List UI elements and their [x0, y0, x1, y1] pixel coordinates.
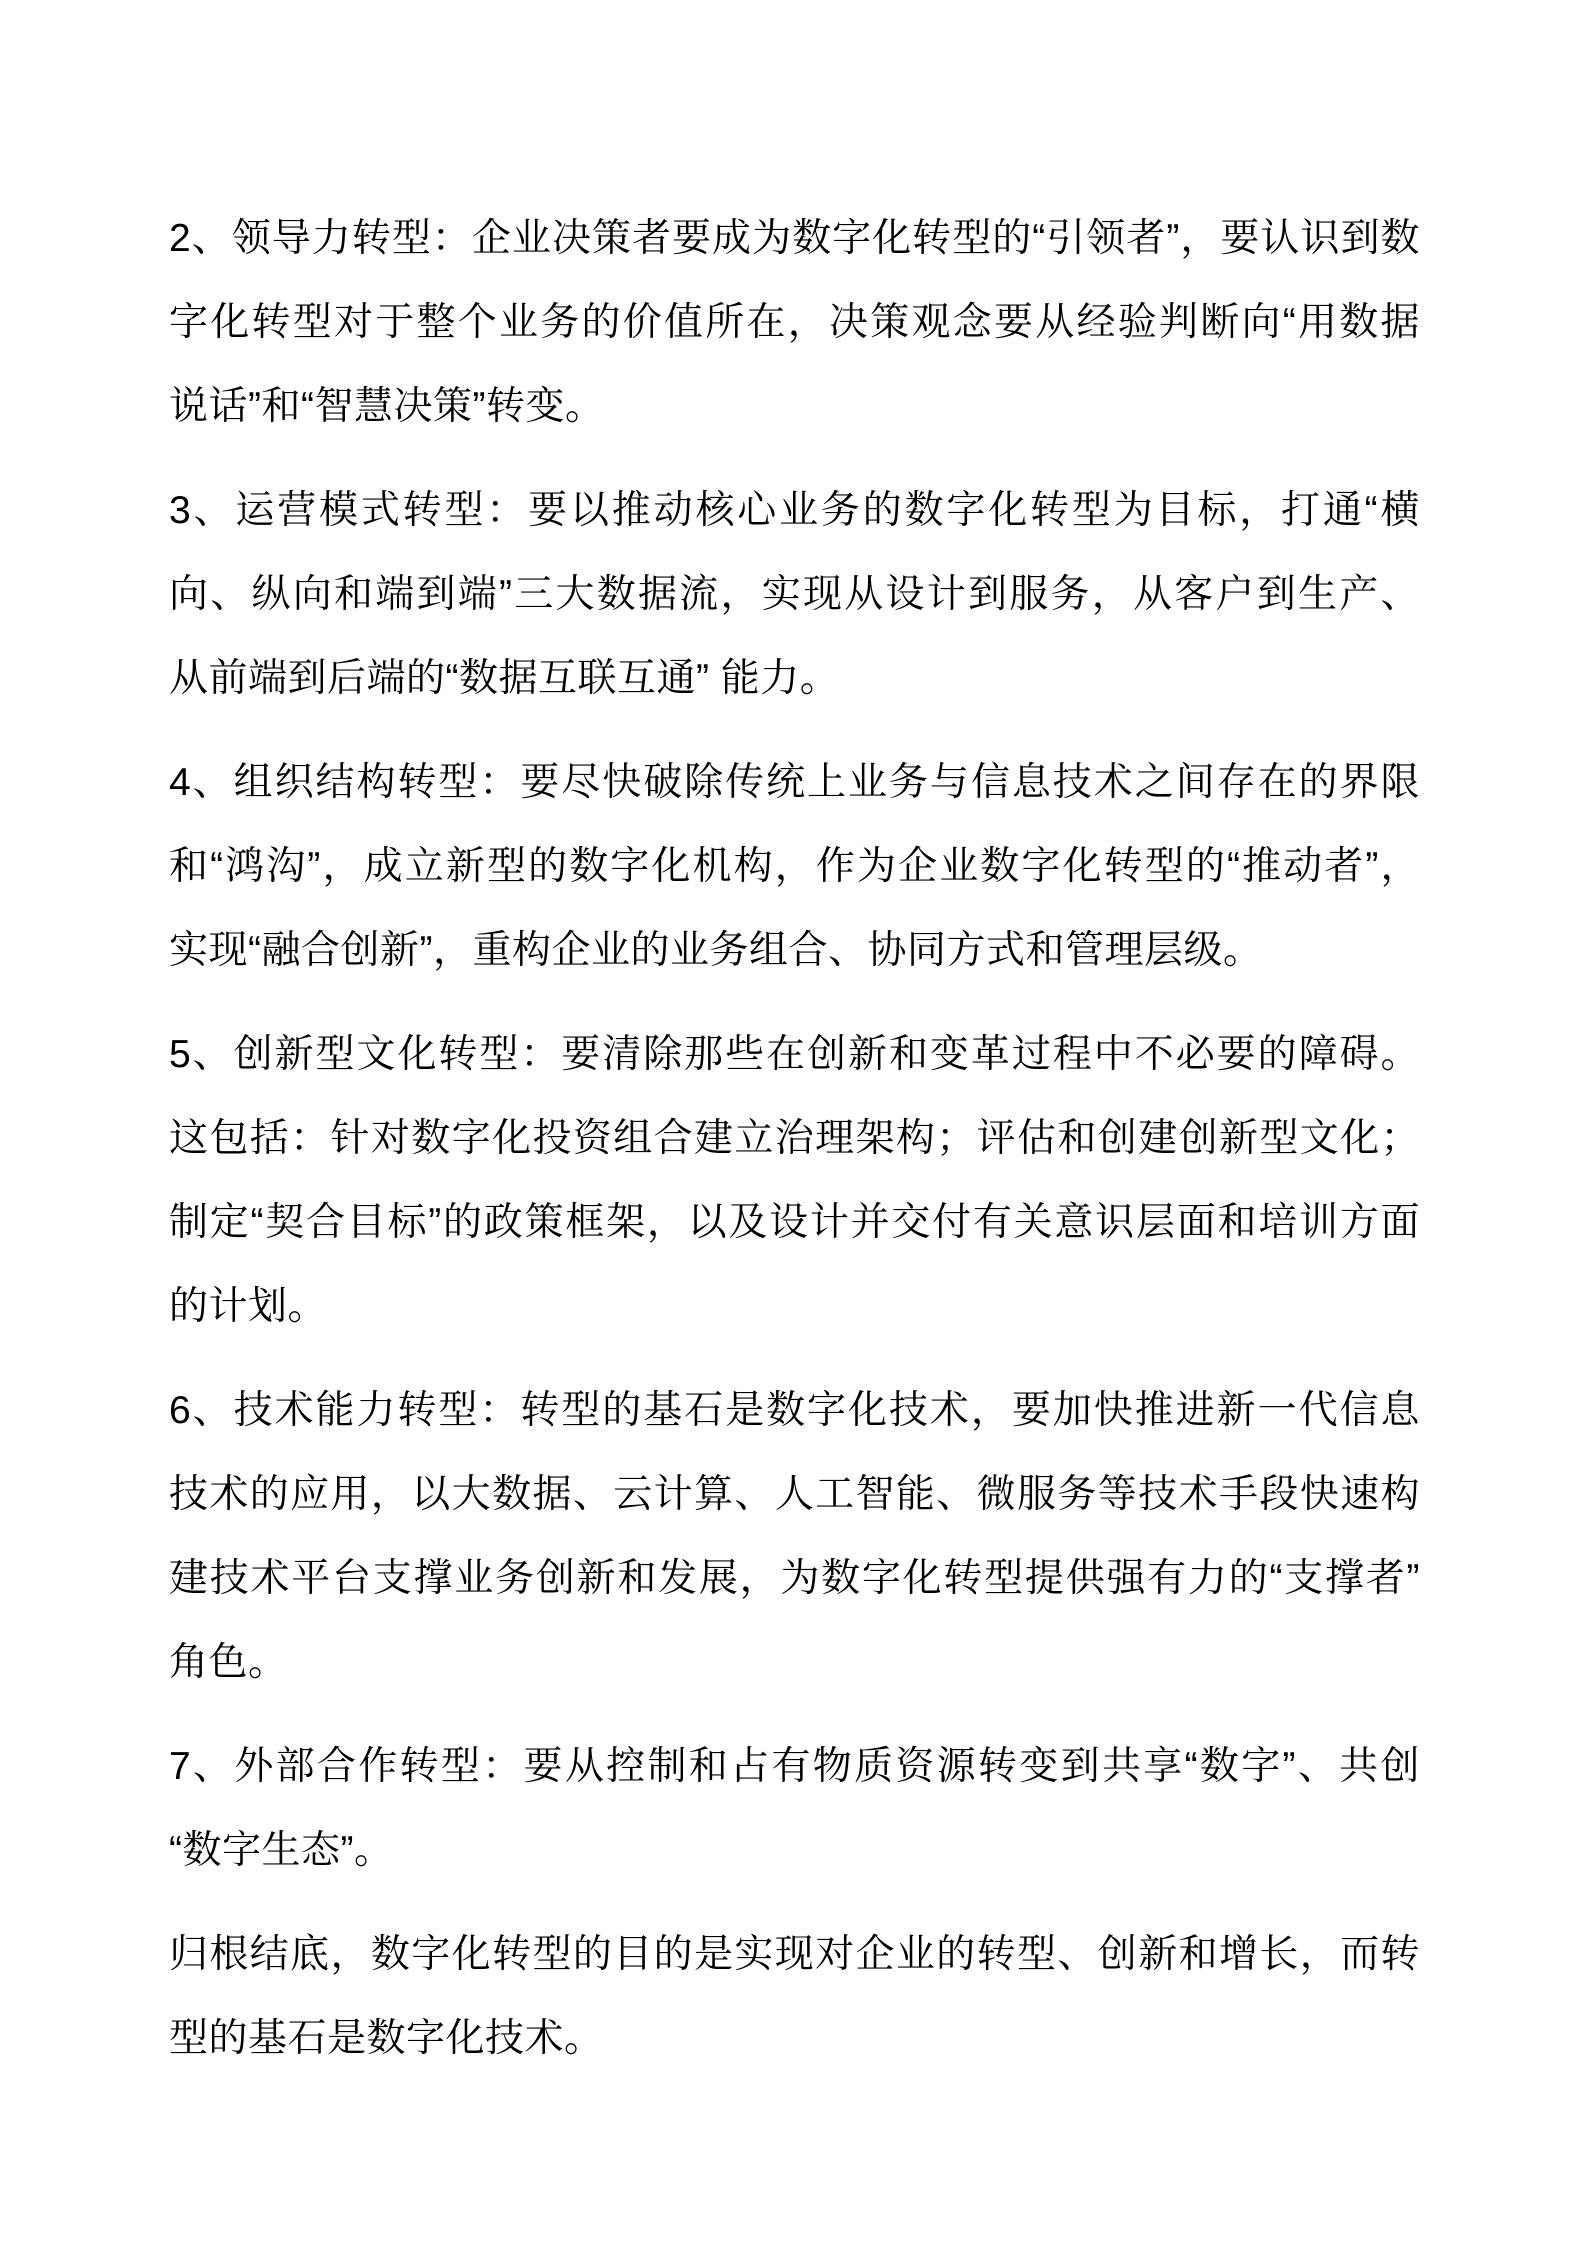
text-line: “数字生态”。	[169, 1829, 394, 1872]
text-line: 字化转型对于整个业务的价值所在，决策观念要从经验判断向“用数据	[169, 301, 1420, 344]
text-line: 7、外部合作转型：要从控制和占有物质资源转变到共享“数字”、共创	[169, 1745, 1420, 1788]
text-line: 制定“契合目标”的政策框架，以及设计并交付有关意识层面和培训方面	[169, 1201, 1420, 1244]
paragraph-operating-model-transformation	[169, 469, 1420, 721]
text-line: 3、运营模式转型：要以推动核心业务的数字化转型为目标，打通“横	[169, 489, 1420, 532]
paragraph-org-structure-transformation	[169, 741, 1420, 993]
text-line: 5、创新型文化转型：要清除那些在创新和变革过程中不必要的障碍。	[169, 1033, 1420, 1076]
text-line: 从前端到后端的“数据互联互通” 能力。	[169, 657, 840, 700]
text-line: 2、领导力转型：企业决策者要成为数字化转型的“引领者”，要认识到数	[169, 217, 1420, 260]
text-line: 归根结底，数字化转型的目的是实现对企业的转型、创新和增长，而转	[169, 1933, 1420, 1976]
text-line: 向、纵向和端到端”三大数据流，实现从设计到服务，从客户到生产、	[169, 573, 1420, 616]
text-line: 说话”和“智慧决策”转变。	[169, 385, 605, 428]
text-line: 实现“融合创新”，重构企业的业务组合、协同方式和管理层级。	[169, 929, 1263, 972]
text-line: 型的基石是数字化技术。	[169, 2017, 604, 2060]
document-body	[169, 197, 1420, 2081]
paragraph-external-cooperation-transformation	[169, 1725, 1420, 1893]
paragraph-innovation-culture-transformation	[169, 1013, 1420, 1349]
paragraph-tech-capability-transformation	[169, 1369, 1420, 1705]
text-line: 这包括：针对数字化投资组合建立治理架构；评估和创建创新型文化；	[169, 1117, 1420, 1160]
text-line: 和“鸿沟”，成立新型的数字化机构，作为企业数字化转型的“推动者”，	[169, 845, 1420, 888]
text-line: 6、技术能力转型：转型的基石是数字化技术，要加快推进新一代信息	[169, 1389, 1420, 1432]
text-line: 4、组织结构转型：要尽快破除传统上业务与信息技术之间存在的界限	[169, 761, 1420, 804]
text-line: 角色。	[169, 1641, 288, 1684]
paragraph-leadership-transformation	[169, 197, 1420, 449]
text-line: 技术的应用，以大数据、云计算、人工智能、微服务等技术手段快速构	[169, 1473, 1420, 1516]
text-line: 的计划。	[169, 1285, 328, 1328]
paragraph-conclusion	[169, 1913, 1420, 2081]
text-line: 建技术平台支撑业务创新和发展，为数字化转型提供强有力的“支撑者”	[169, 1557, 1420, 1600]
